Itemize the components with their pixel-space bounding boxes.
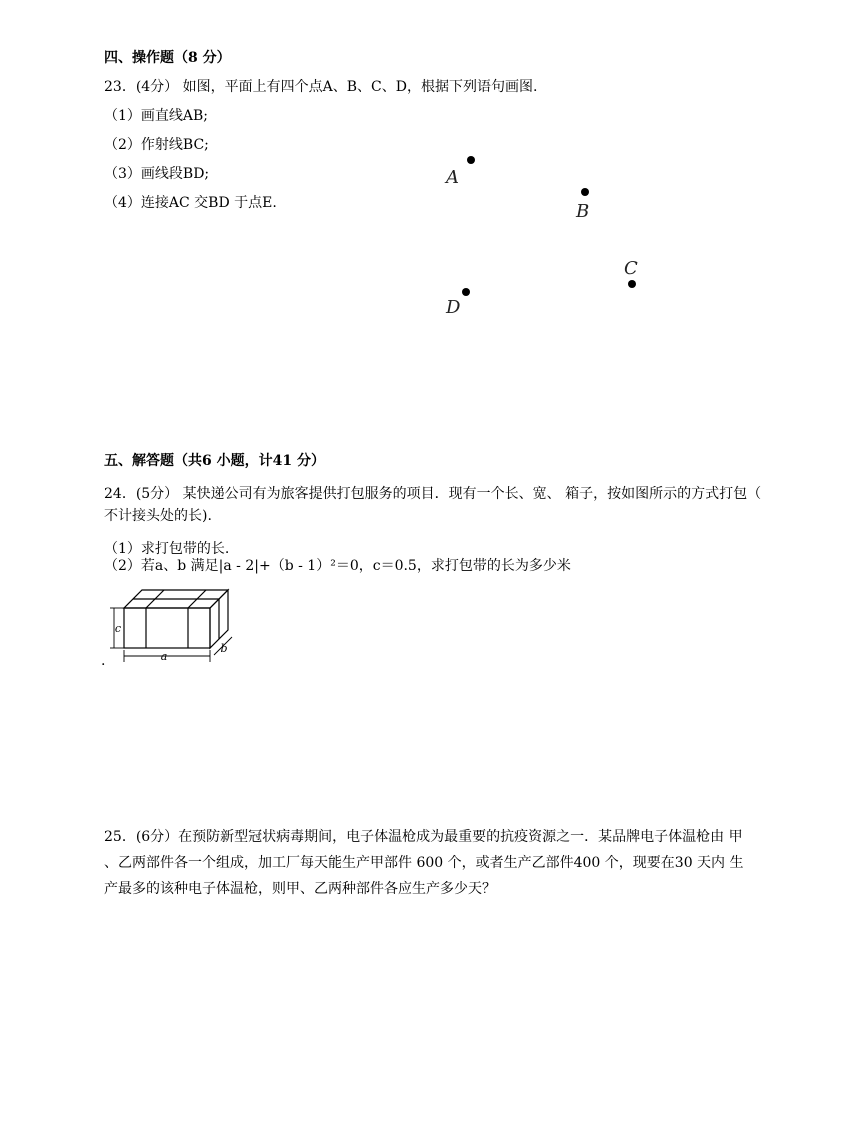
point-d-label: D	[446, 297, 461, 318]
point-b-dot	[581, 188, 589, 196]
q25-line3: 产最多的该种电子体温枪，则甲、乙两种部件各应生产多少天？	[104, 881, 496, 897]
q23-item-1: （1）画直线AB;	[104, 108, 209, 124]
point-c-dot	[628, 280, 636, 288]
q24-box-figure	[104, 578, 254, 664]
point-a-label: A	[446, 167, 459, 188]
dim-c-label: c	[114, 622, 122, 635]
q24-stem-line2: 不计接头处的长).	[104, 508, 212, 524]
point-a-dot	[467, 156, 475, 164]
q23-item-3: （3）画线段BD;	[104, 166, 210, 182]
q25-line2: 、乙两部件各一个组成，加工厂每天能生产甲部件 600 个，或者生产乙部件400 个，现要在30 天内 生	[104, 855, 744, 871]
q24-item-2: （2）若a、b 满足|a - 2|+（b - 1）²＝0，c＝0.5，求打包带的长为多少米	[104, 558, 571, 574]
section5-title: 五、解答题（共6 小题，计41 分）	[104, 453, 325, 469]
q23-item-4: （4）连接AC 交BD 于点E.	[104, 195, 277, 211]
point-b-label: B	[576, 201, 590, 222]
q23-item-2: （2）作射线BC;	[104, 137, 209, 153]
dim-b-label: b	[220, 642, 228, 655]
q24-stem-line1: 24．(5分） 某快递公司有为旅客提供打包服务的项目．现有一个长、宽、 箱子，按如图所示的方式打包（	[104, 486, 762, 502]
point-c-label: C	[624, 258, 638, 279]
q23-stem: 23．(4分） 如图，平面上有四个点A、B、C、D，根据下列语句画图.	[104, 79, 538, 95]
q24-trailing-dot: .	[101, 653, 106, 669]
box-front-face	[124, 608, 210, 648]
dim-a-label: a	[160, 650, 168, 663]
point-d-dot	[462, 288, 470, 296]
q24-item-1: （1）求打包带的长.	[104, 541, 230, 557]
section4-title: 四、操作题（8 分）	[104, 50, 231, 66]
q25-line1: 25．(6分）在预防新型冠状病毒期间，电子体温枪成为最重要的抗疫资源之一．某品牌电子体温枪由 甲	[104, 829, 743, 845]
